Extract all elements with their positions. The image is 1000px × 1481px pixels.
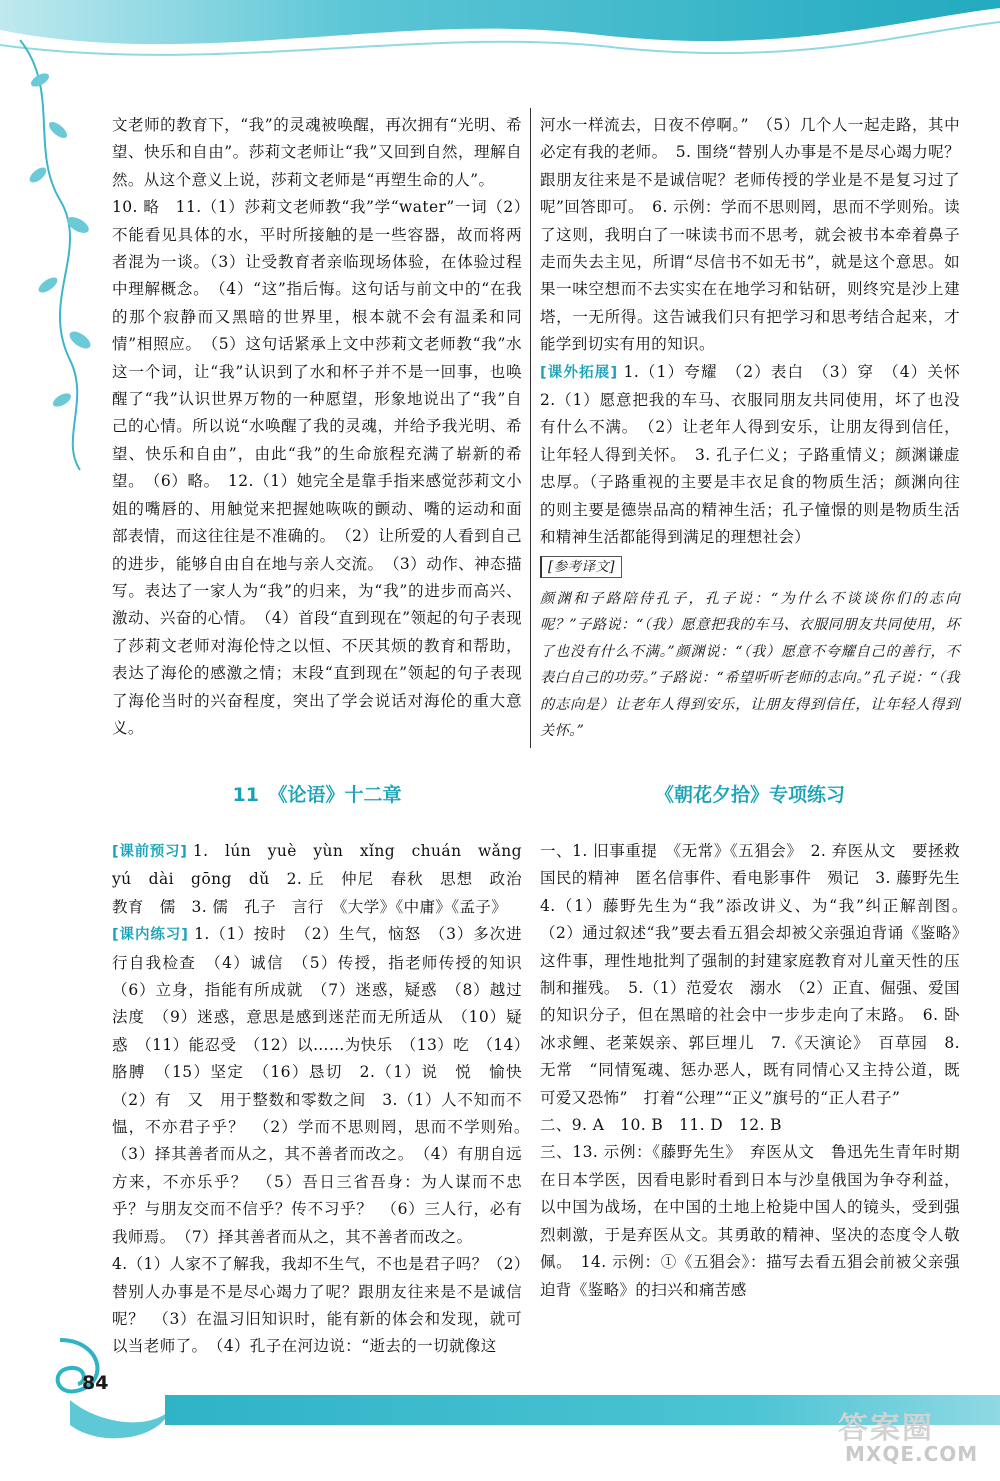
left-lower-column xyxy=(112,838,538,1361)
page-number: 84 xyxy=(82,1372,109,1394)
preview-section xyxy=(112,838,538,921)
column-divider xyxy=(530,108,531,748)
inclass-answers: 1.（1）按时 （2）生气，恼怒 （3）多次进行自我检查 （4）诚信 （5）传授，指老师传授的知识 （6）立身，指能有所成就 （7）迷惑，疑惑 （8）越过法度 （9）迷惑，意思是感到迷茫而无所适从 （10）疑惑 （11）能忍受 （12）以……为快乐 （13）吃 （14）胳膊 （15）坚定 （16）恳切 2.（1）说 悦 愉快 （2）有 又 用于整数和零数之间 3.（1）人不知而不愠，不亦君子乎？ （2）学而不思则罔，思而不学则殆。 （3）择其善者而从之，其不善者而改之。 （4）有朋自远方来，不亦乐乎？ （5）吾日三省吾身：为人谋而不忠乎？与朋友交而不信乎？传不习乎？ （6）三人行，必有我师焉。 （7）择其善者而从之，其不善者而改之。 xyxy=(112,925,538,1246)
left-top-paragraph-1: 文老师的教育下，“我”的灵魂被唤醒，再次拥有“光明、希望、快乐和自由”。莎莉文老师让“我”又回到自然，理解自然。从这个意义上说，莎莉文老师是“再塑生命的人”。 xyxy=(112,116,522,189)
part-two-answers: 二、9. A 10. B 11. D 12. B xyxy=(540,1116,782,1135)
right-lower-column xyxy=(540,838,976,1304)
right-upper-column xyxy=(540,112,976,745)
part-three-answers: 三、13. 示例：《藤野先生》 弃医从文 鲁迅先生青年时期在日本学医，因看电影时看到日本与沙皇俄国为争夺利益，以中国为战场，在中国的土地上枪毙中国人的镜头，受到强烈刺激，于是弃医从文。其勇敢的精神、坚决的态度令人敬佩。 14. 示例：①《五猖会》：描写去看五猖会前被父亲强迫背《鉴略》的扫兴和痛苦感 xyxy=(540,1143,960,1299)
right-top-paragraph-2 xyxy=(540,359,976,552)
preview-tag: [课前预习] xyxy=(112,844,188,860)
reference-translation-text: 颜渊和子路陪侍孔子，孔子说：“为什么不谈谈你们的志向呢？”子路说：“（我）愿意把我的车马、衣服同朋友共同使用，坏了也没有什么不满。”颜渊说：“（我）愿意不夸耀自己的善行，不表白自己的功劳。”子路说：“希望听听老师的志向。”孔子说：“（我的志向是）让老年人得到安乐，让朋友得到信任，让年轻人得到关怀。” xyxy=(540,590,960,739)
top-decorative-band xyxy=(0,0,1000,70)
vine-decoration-icon xyxy=(0,0,110,480)
inclass-section xyxy=(112,921,538,1251)
section-title-lunyu: 11 《论语》十二章 xyxy=(232,784,402,806)
watermark-url: MXQE.COM xyxy=(845,1442,979,1466)
section-title-zhaohua: 《朝花夕拾》专项练习 xyxy=(654,784,845,806)
corner-swirl-icon xyxy=(40,1330,180,1450)
left-upper-column xyxy=(112,112,522,742)
left-top-paragraph-2: 10. 略 11.（1）莎莉文老师教“我”学“water”一词（2）不能看见具体的水，平时所接触的是一些容器，故而将两者混为一谈。（3）让受教育者亲临现场体验，在体验过程中理解概念。 （4）“这”指后悔。这句话与前文中的“在我的那个寂静而又黑暗的世界里，根本就不会有温柔和同情”相照应。 （5）这句话紧承上文中莎莉文老师教“我”水这一个词，让“我”认识到了水和杯子并不是一回事，也唤醒了“我”认识世界万物的一种愿望，形象地说出了“我”自己的心情。所以说“水唤醒了我的灵魂，并给予我光明、希望、快乐和自由”，由此“我”的生命旅程充满了崭新的希望。 （6）略。 12.（1）她完全是靠手指来感觉莎莉文小姐的嘴唇的、用触觉来把握她咴咴的颤动、嘴的运动和面部表情，而这往往是不准确的。 （2）让所爱的人看到自己的进步，能够自由自在地与亲人交流。 （3）动作、神态描写。表达了一家人为“我”的归来，为“我”的进步而高兴、激动、兴奋的心情。 （4）首段“直到现在”领起的句子表现了莎莉文老师对海伦恃之以恒、不厌其烦的教育和帮助，表达了海伦的感激之情；末段“直到现在”领起的句子表现了海伦当时的兴奋程度，突出了学会说话对海伦的重大意义。 xyxy=(112,198,522,737)
right-top-paragraph-1: 河水一样流去，日夜不停啊。” （5）几个人一起走路，其中必定有我的老师。 5. 围绕“替别人办事是不是尽心竭力呢？跟朋友往来是不是诚信呢？老师传授的学业是不是复习过了呢”回答即可。 6. 示例：学而不思则罔，思而不学则殆。读了这则，我明白了一味读书而不思考，就会被书本牵着鼻子走而失去主见，所谓“尽信书不如无书”，就是这个意思。如果一味空想而不去实实在在地学习和钻研，则终究是沙上建塔，一无所得。这告诫我们只有把学习和思考结合起来，才能学到切实有用的知识。 xyxy=(540,116,960,354)
extracurricular-answers: 1.（1）夸耀 （2）表白 （3）穿 （4）关怀 2.（1）愿意把我的车马、衣服同朋友共同使用，坏了也没有什么不满。 （2）让老年人得到安乐，让朋友得到信任，让年轻人得到关怀。 3. 孔子仁义；子路重情义；颜渊谦虚忠厚。（子路重视的主要是丰衣足食的物质生活；颜渊向往的则主要是德崇品高的精神生活；孔子憧憬的则是物质生活和精神生活都能得到满足的理想社会） xyxy=(540,362,976,547)
inclass-answers-continued: 4.（1）人家不了解我，我却不生气，不也是君子吗？（2）替别人办事是不是尽心竭力了呢？跟朋友往来是不是诚信呢？ （3）在温习旧知识时，能有新的体会和发现，就可以当老师了。 （4）孔子在河边说：“逝去的一切就像这 xyxy=(112,1255,522,1356)
reference-translation-label: [参考译文] xyxy=(540,556,622,578)
watermark-logo: 答案圈 xyxy=(838,1411,934,1446)
preview-answers: 1. lún yuè yùn xǐng chuán wǎng yú dài gōng dǔ 2. 丘 仲尼 春秋 思想 政治 教育 儒 3. 儒 孔子 言行 《大学》《中庸》《孟子》 xyxy=(112,842,538,916)
inclass-tag: [课内练习] xyxy=(112,927,189,944)
part-one-answers: 一、1. 旧事重提 《无常》《五猖会》 2. 弃医从文 要拯救国民的精神 匿名信事件、看电影事件 殒记 3. 藤野先生 4.（1）藤野先生为“我”添改讲义、为“我”纠正解剖图。 （2）通过叙述“我”要去看五猖会却被父亲强迫背诵《鉴略》这件事，理性地批判了强制的封建家庭教育对儿童天性的压制和摧残。 5.（1）范爱农 溺水 （2）正直、倔强、爱国的知识分子，但在黑暗的社会中一步步走向了末路。 6. 卧冰求鲤、老莱娱亲、郭巨埋儿 7.《天演论》 百草园 8. 无常 “同情冤魂、惩办恶人，既有同情心又主持公道，既可爱又恐怖” 打着“公理”“正义”旗号的“正人君子” xyxy=(540,842,976,1107)
extracurricular-tag: [课外拓展] xyxy=(540,364,618,381)
